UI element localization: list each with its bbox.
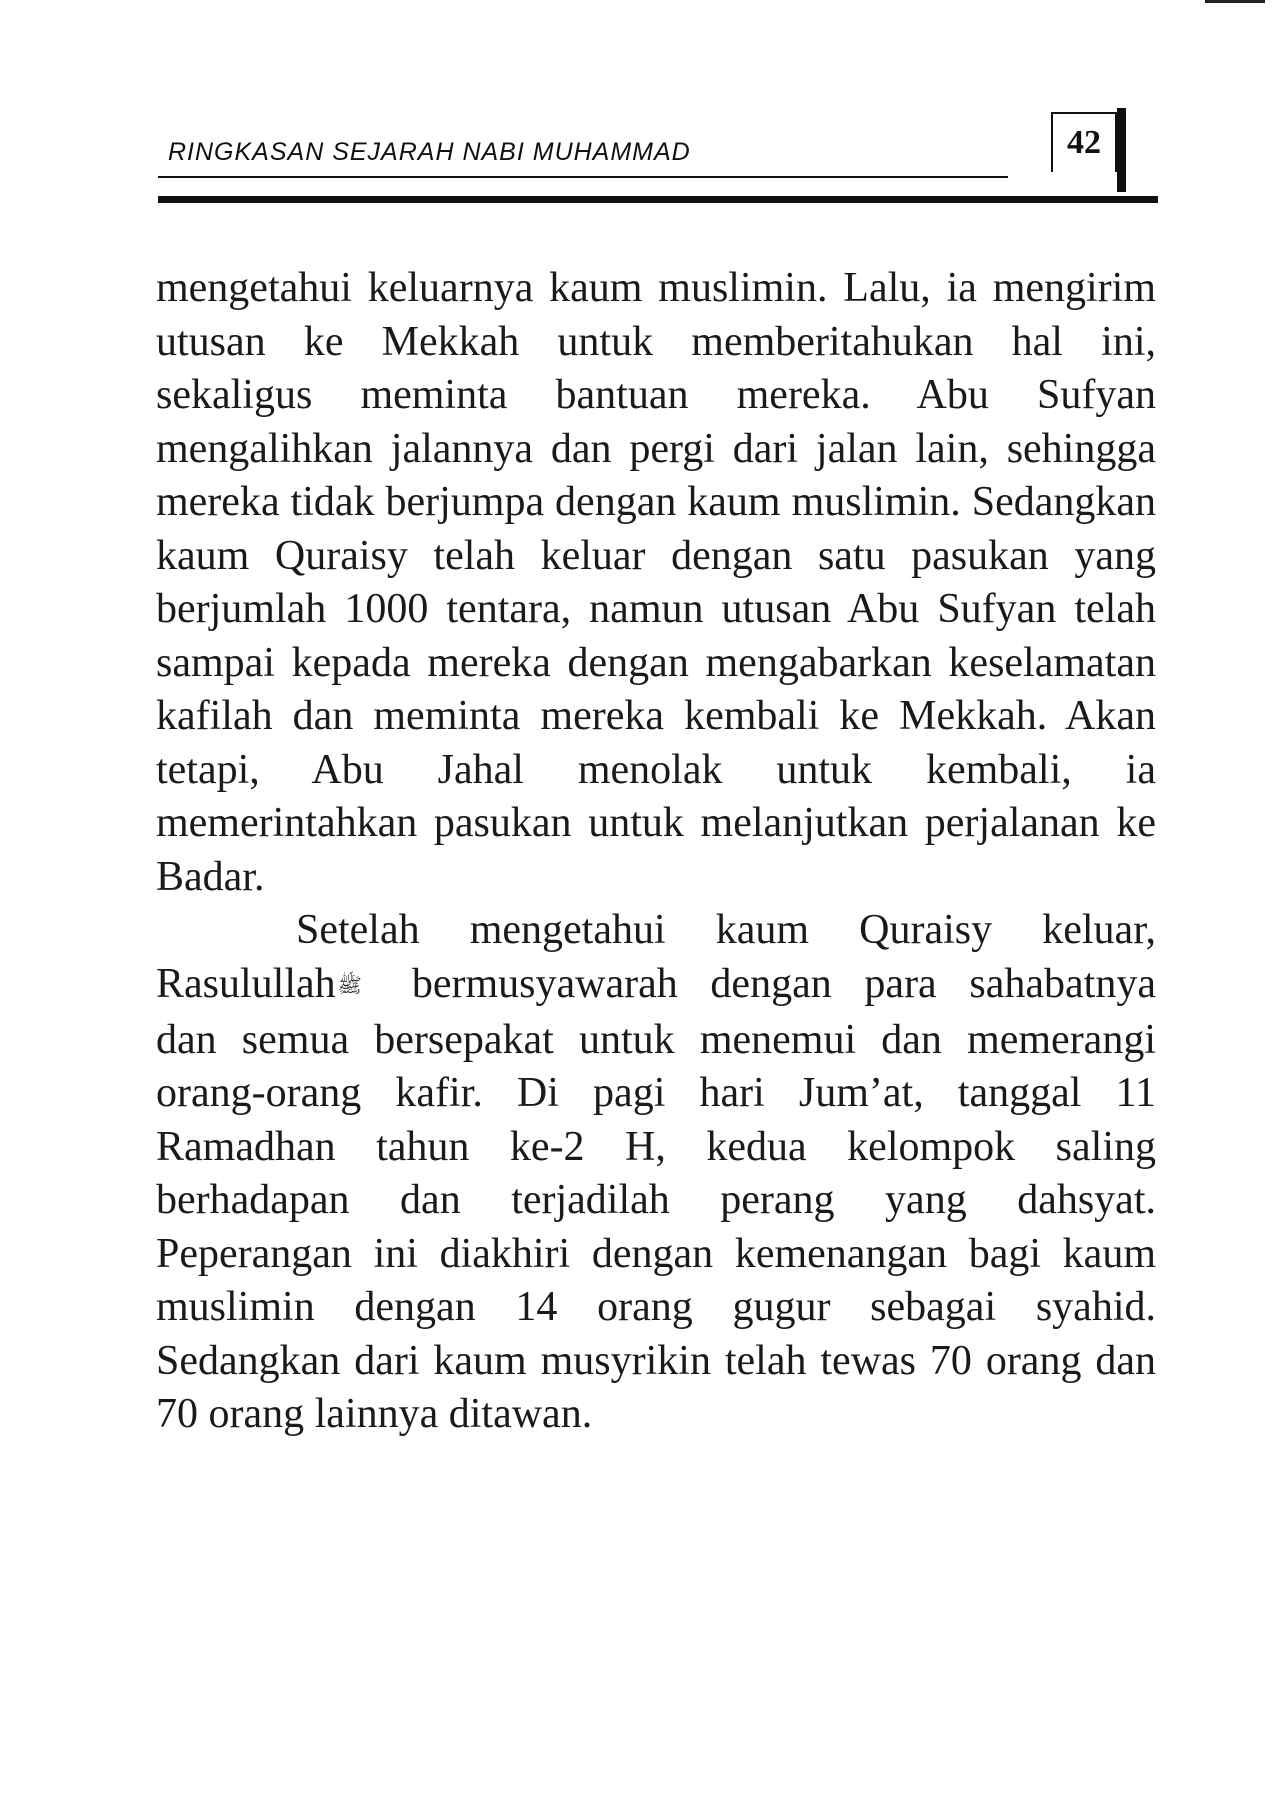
paragraph-2-end: bermusyawarah dengan para sahabatnya dan semua bersepakat untuk menemui dan memerangi orang-orang kafir. Di pagi hari Jum’at, tanggal 11 Ramadhan tahun ke-2 H, kedua kelompok saling berhadapan dan terjadilah perang yang dahsyat. Peperangan ini diakhiri dengan kemenangan bagi kaum muslimin dengan 14 orang gugur sebagai syahid. Sedangkan dari kaum musyrikin telah tewas 70 orang dan 70 orang lainnya ditawan. [156,960,1156,1438]
page-header [158,108,1158,188]
page-number: 42 [1051,112,1117,172]
paragraph-1: mengetahui keluarnya kaum muslimin. Lalu, ia mengirim utusan ke Mekkah untuk memberitahukan hal ini, sekaligus meminta bantuan mereka. Abu Sufyan mengalihkan jalannya dan pergi dari jalan lain, sehingga mereka tidak berjumpa dengan kaum muslimin. Sedangkan kaum Quraisy telah keluar dengan satu pasukan yang berjumlah 1000 tentara, namun utusan Abu Sufyan telah sampai kepada mereka dengan mengabarkan keselamatan kafilah dan meminta mereka kembali ke Mekkah. Akan tetapi, Abu Jahal menolak untuk kembali, ia memerintahkan pasukan untuk melanjutkan perjalanan ke Badar. [156,265,1156,900]
honorific-symbol: ﷺ [337,975,362,998]
header-rule-thin [158,176,1008,178]
paragraph-2 [156,904,1156,1442]
running-title: RINGKASAN SEJARAH NABI MUHAMMAD [168,138,691,166]
header-rule-thick [158,196,1158,203]
corner-scan-mark [1205,0,1265,3]
paragraph-2-start: Setelah mengetahui kaum Quraisy keluar, Rasulullah [156,907,1156,1007]
body-text [156,262,1156,1442]
page-number-bar [1117,108,1126,192]
